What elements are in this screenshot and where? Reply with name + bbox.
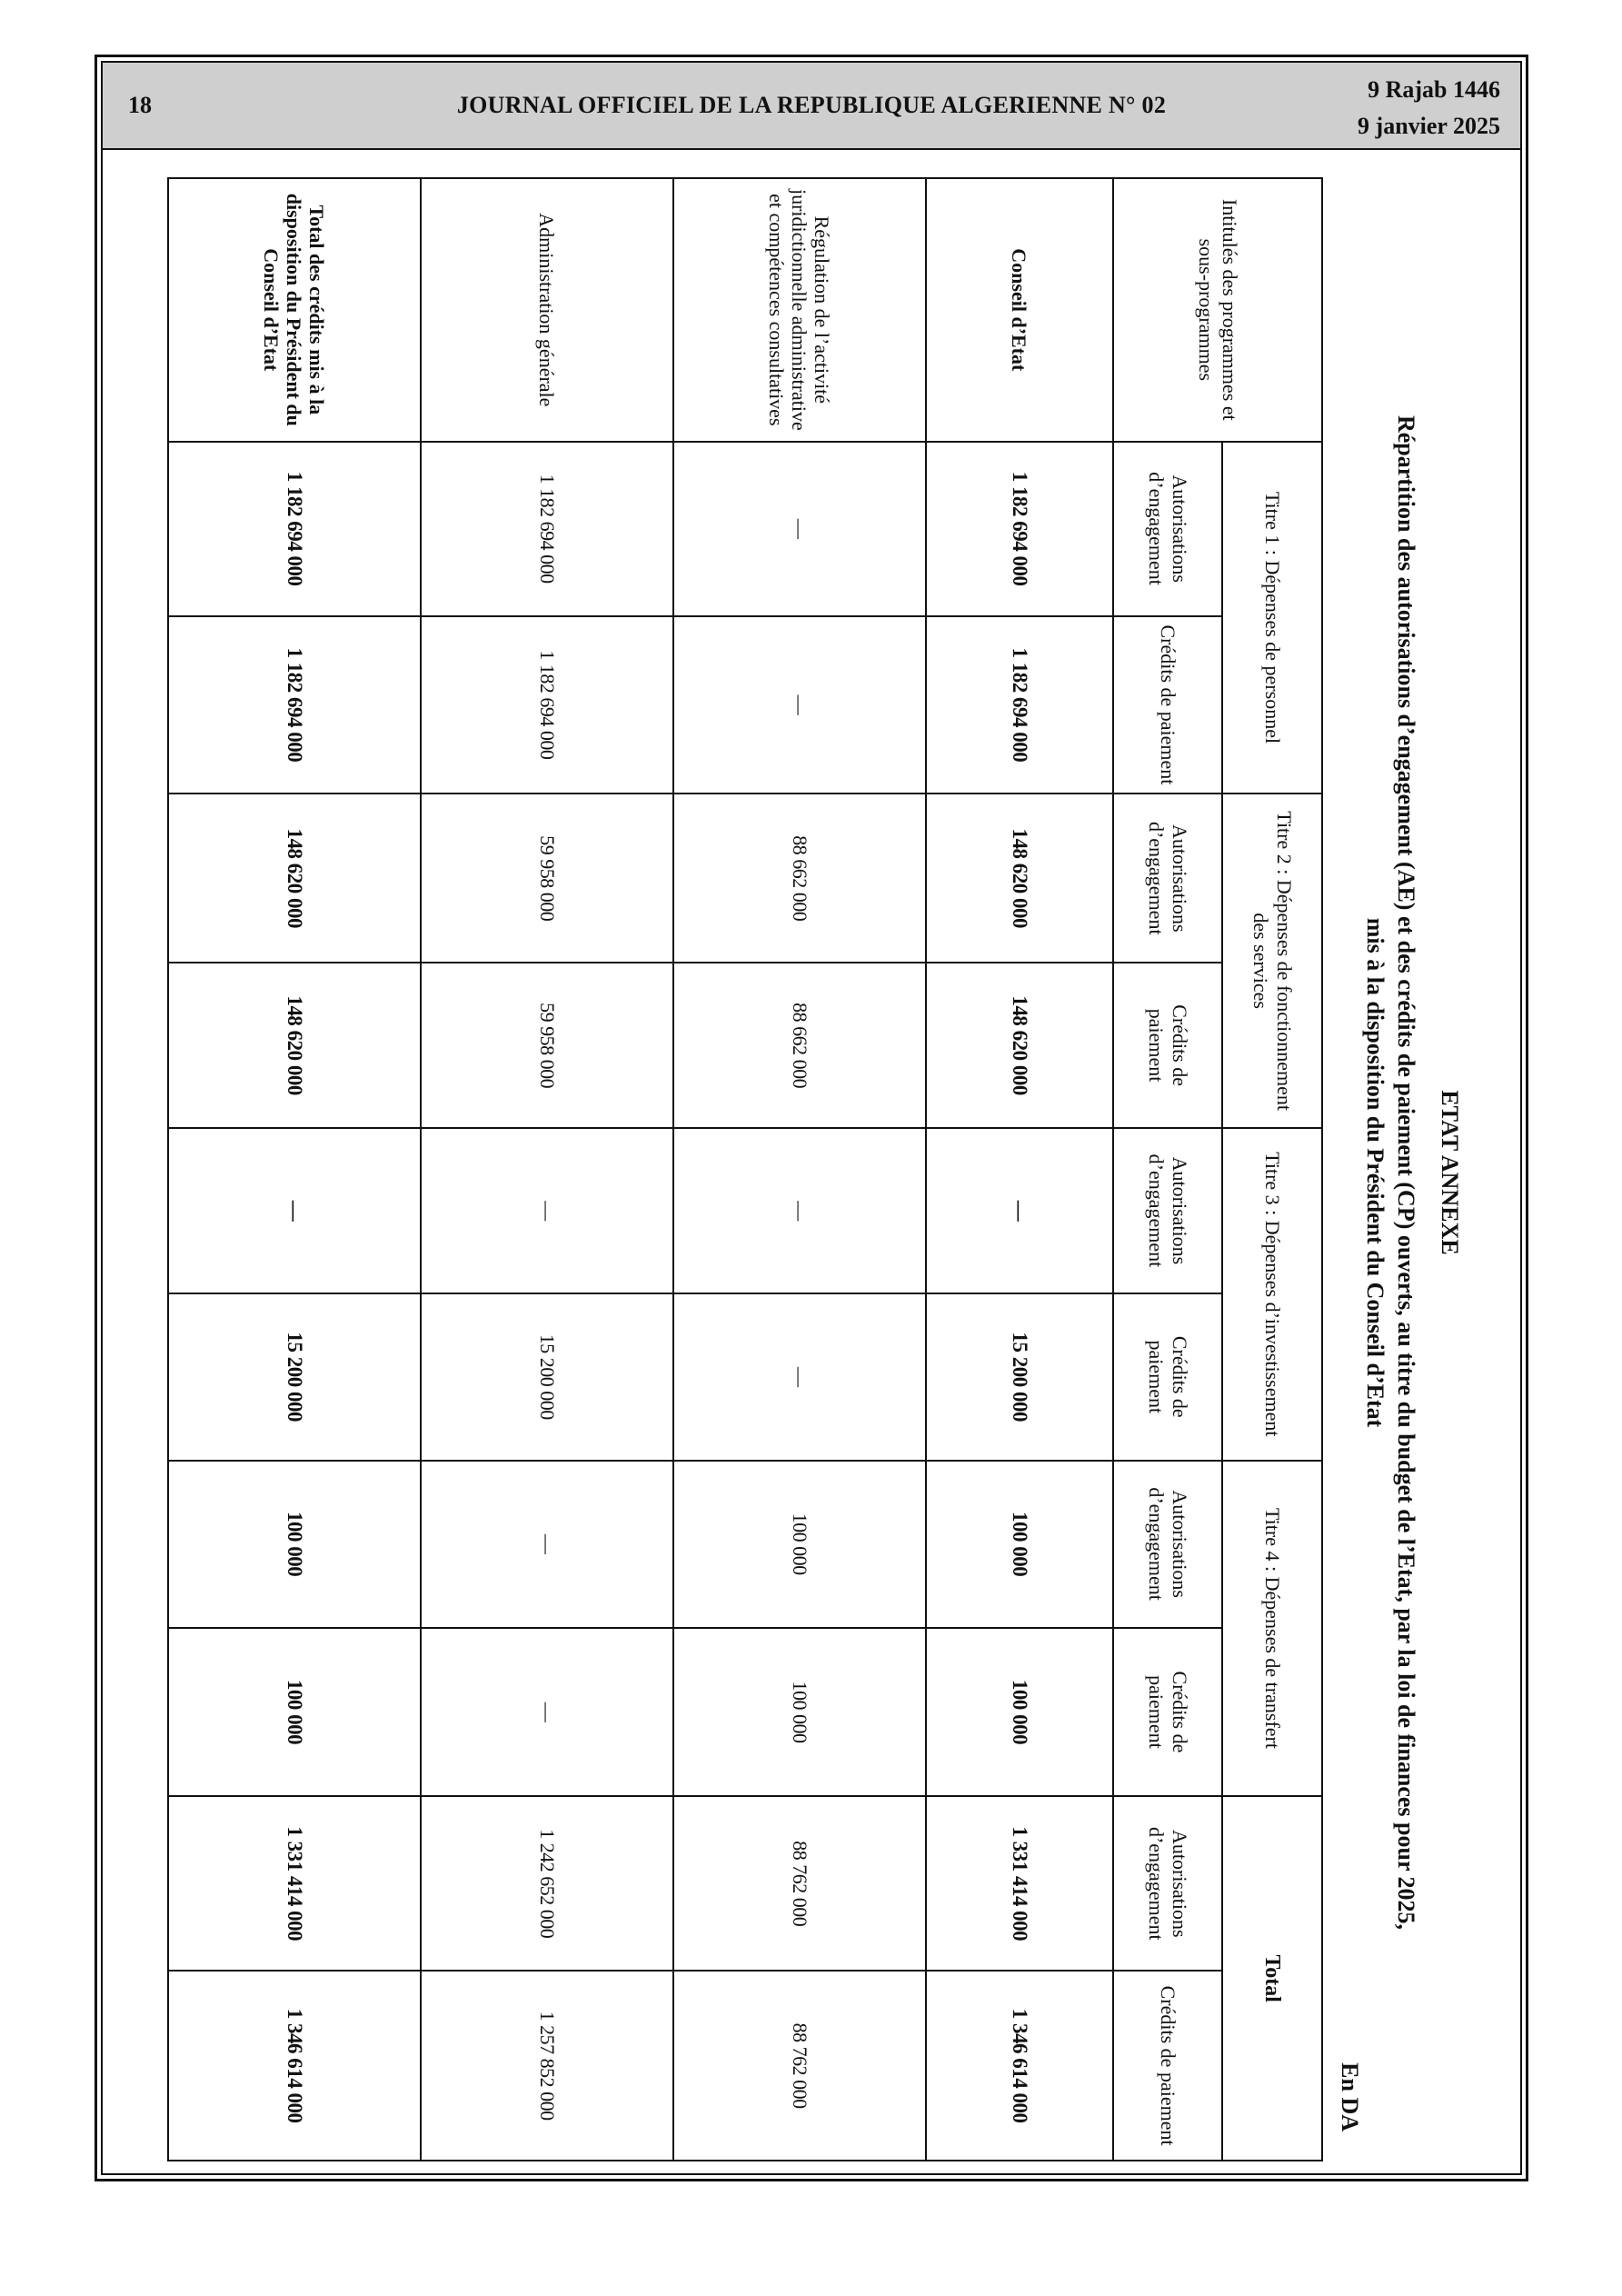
- table-row-conseil-etat: [926, 178, 1113, 2161]
- row-label: Total des crédits mis à la disposition du Président du Conseil d’Etat: [168, 178, 421, 442]
- subheader-ae: Autorisations d’engagement: [1113, 794, 1222, 963]
- annex-subtitle-line2: mis à la disposition du Président du Conseil d’Etat: [1362, 917, 1388, 1428]
- cell-value: —: [168, 1128, 421, 1293]
- annex-subtitle-line1: Répartition des autorisations d’engagement (AE) et des crédits de paiement (CP) ouverts, au titre du budget de l’Etat, par la loi de finances pour 2025,: [1393, 414, 1419, 1931]
- row-label: Conseil d’Etat: [926, 178, 1113, 442]
- cell-value: 1 331 414 000: [926, 1796, 1113, 1971]
- table-row-total: [168, 178, 421, 2161]
- cell-value: 100 000: [168, 1628, 421, 1797]
- group-header-titre1: Titre 1 : Dépenses de personnel: [1222, 442, 1322, 794]
- subheader-cp: Crédits de paiement: [1113, 616, 1222, 794]
- subheader-cp: Crédits de paiement: [1113, 963, 1222, 1128]
- rotated-annex: [154, 168, 1481, 2177]
- cell-value: 148 620 000: [926, 794, 1113, 963]
- cell-value: 15 200 000: [926, 1293, 1113, 1461]
- currency-unit: En DA: [1337, 2062, 1363, 2131]
- cell-value: 59 958 000: [421, 963, 673, 1128]
- cell-value: 1 346 614 000: [926, 1971, 1113, 2161]
- subheader-cp: Crédits de paiement: [1113, 1628, 1222, 1797]
- page-number: 18: [128, 92, 152, 118]
- cell-value: 15 200 000: [168, 1293, 421, 1461]
- cell-value: 100 000: [673, 1461, 926, 1628]
- cell-value: 1 182 694 000: [421, 616, 673, 794]
- cell-value: 1 182 694 000: [926, 442, 1113, 616]
- cell-value: —: [421, 1128, 673, 1293]
- cell-value: 1 331 414 000: [168, 1796, 421, 1971]
- subheader-cp: Crédits de paiement: [1113, 1971, 1222, 2161]
- cell-value: 1 242 652 000: [421, 1796, 673, 1971]
- cell-value: 1 346 614 000: [168, 1971, 421, 2161]
- subheader-cp: Crédits de paiement: [1113, 1293, 1222, 1461]
- cell-value: 88 662 000: [673, 963, 926, 1128]
- cell-value: —: [673, 1128, 926, 1293]
- cell-value: —: [421, 1461, 673, 1628]
- row-label: Administration générale: [421, 178, 673, 442]
- date-gregorian: 9 janvier 2025: [1358, 113, 1500, 139]
- cell-value: —: [673, 1293, 926, 1461]
- annex-subtitle: [1359, 168, 1421, 2177]
- cell-value: —: [673, 616, 926, 794]
- subheader-ae: Autorisations d’engagement: [1113, 442, 1222, 616]
- table-subheader-row: [1113, 178, 1222, 2161]
- journal-header: [103, 63, 1520, 150]
- cell-value: —: [673, 442, 926, 616]
- cell-value: 148 620 000: [168, 794, 421, 963]
- group-header-titre4: Titre 4 : Dépenses de transfert: [1222, 1461, 1322, 1797]
- cell-value: 59 958 000: [421, 794, 673, 963]
- cell-value: 1 257 852 000: [421, 1971, 673, 2161]
- cell-value: 100 000: [673, 1628, 926, 1797]
- cell-value: 15 200 000: [421, 1293, 673, 1461]
- cell-value: 148 620 000: [926, 963, 1113, 1128]
- row-label: Régulation de l’activité juridictionnelle administrative et compétences consultatives: [673, 178, 926, 442]
- cell-value: 88 662 000: [673, 794, 926, 963]
- cell-value: 1 182 694 000: [168, 442, 421, 616]
- cell-value: —: [926, 1128, 1113, 1293]
- column-header-intitule: Intitulés des programmes et sous-programmes: [1113, 178, 1322, 442]
- cell-value: 1 182 694 000: [168, 616, 421, 794]
- subheader-ae: Autorisations d’engagement: [1113, 1128, 1222, 1293]
- table-group-header-row: [1222, 178, 1322, 2161]
- cell-value: 88 762 000: [673, 1796, 926, 1971]
- group-header-titre3: Titre 3 : Dépenses d’investissement: [1222, 1128, 1322, 1461]
- cell-value: 100 000: [926, 1628, 1113, 1797]
- subheader-ae: Autorisations d’engagement: [1113, 1796, 1222, 1971]
- journal-title: JOURNAL OFFICIEL DE LA REPUBLIQUE ALGERIENNE N° 02: [456, 92, 1167, 118]
- cell-value: 1 182 694 000: [421, 442, 673, 616]
- cell-value: 100 000: [926, 1461, 1113, 1628]
- cell-value: 148 620 000: [168, 963, 421, 1128]
- cell-value: 88 762 000: [673, 1971, 926, 2161]
- annex-title: ETAT ANNEXE: [1437, 1090, 1463, 1255]
- subheader-ae: Autorisations d’engagement: [1113, 1461, 1222, 1628]
- table-row-regulation: [673, 178, 926, 2161]
- group-header-titre2: Titre 2 : Dépenses de fonctionnement des services: [1222, 794, 1322, 1128]
- cell-value: 1 182 694 000: [926, 616, 1113, 794]
- cell-value: —: [421, 1628, 673, 1797]
- table-row-administration: [421, 178, 673, 2161]
- issue-date: [1358, 72, 1500, 145]
- group-header-total: Total: [1222, 1796, 1322, 2161]
- budget-table: [167, 177, 1323, 2161]
- cell-value: 100 000: [168, 1461, 421, 1628]
- date-hijri: 9 Rajab 1446: [1368, 76, 1500, 103]
